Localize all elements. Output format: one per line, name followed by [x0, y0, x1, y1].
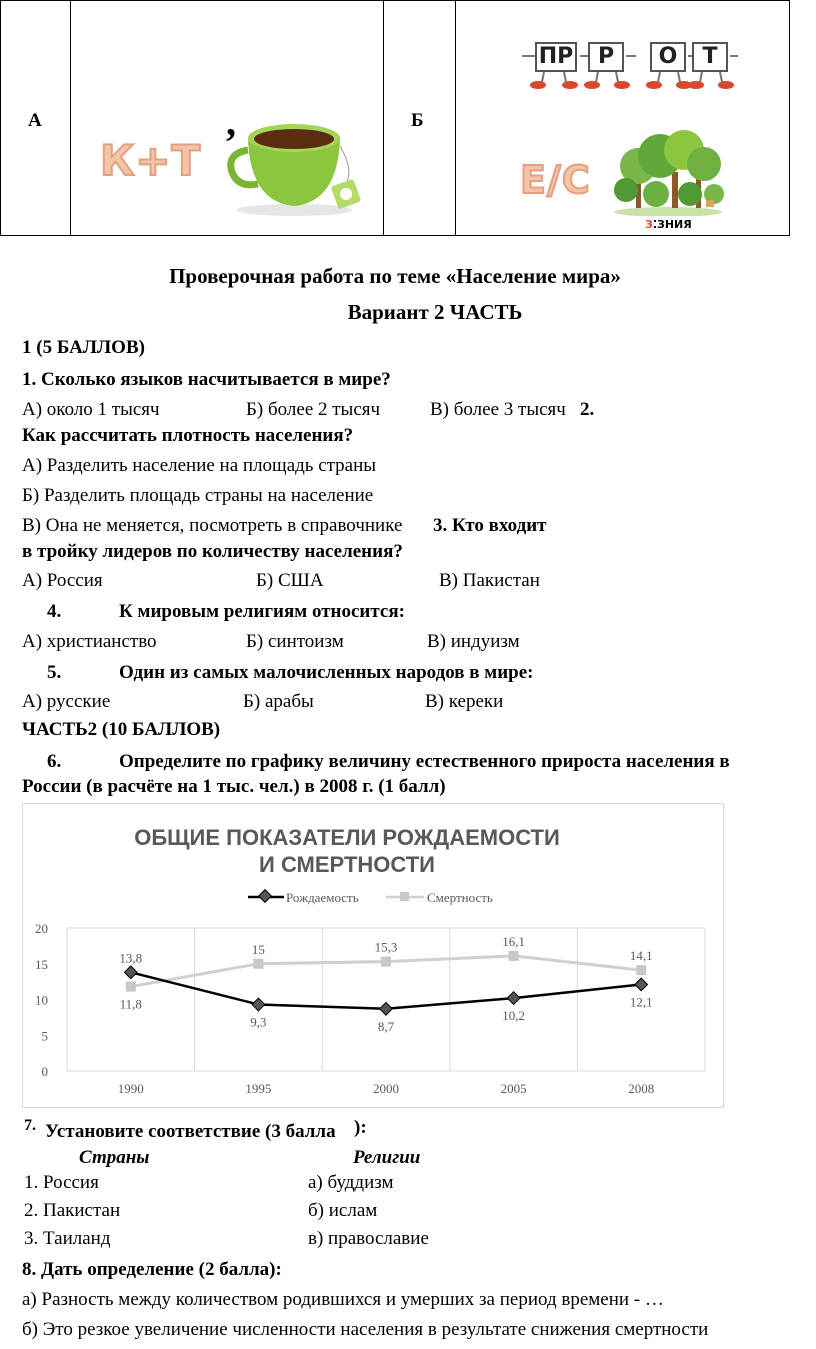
death-rate-point [253, 959, 263, 969]
q1-question: 1. Сколько языков насчитывается в мире? [22, 369, 391, 390]
q4-question: К мировым религиям относится: [119, 601, 405, 622]
q7-number: 7. [24, 1117, 36, 1134]
birth-rate-point [380, 1002, 393, 1015]
q7-left-2: 2. Пакистан [24, 1200, 121, 1221]
q2-question: Как рассчитать плотность населения? [22, 425, 354, 446]
part2-heading: ЧАСТЬ2 (10 БАЛЛОВ) [22, 719, 221, 740]
x-tick-label: 2000 [373, 1081, 399, 1096]
q7-col-countries: Страны [79, 1147, 150, 1168]
q6-line2: России (в расчёте на 1 тыс. чел.) в 2008 г. (1 балл) [22, 776, 446, 797]
q7-left-1: 1. Россия [24, 1172, 99, 1193]
variant-heading: Вариант 2 ЧАСТЬ [347, 300, 523, 324]
cell-a-label: А [28, 110, 42, 131]
birth-data-label: 13,8 [119, 950, 143, 966]
q1-option-b: Б) более 2 тысяч [246, 399, 381, 420]
tea-cup-icon [222, 110, 372, 220]
q1-option-c: В) более 3 тысяч [430, 399, 566, 420]
legend-death: Смертность [427, 890, 493, 905]
death-data-label: 15,3 [374, 939, 398, 955]
birth-rate-point [635, 978, 648, 991]
page-title: Проверочная работа по теме «Население мира» [169, 264, 621, 288]
q4-option-c: В) индуизм [427, 631, 520, 652]
q5-option-b: Б) арабы [243, 691, 314, 712]
cell-b-label: Б [411, 110, 424, 131]
q3-option-c: В) Пакистан [439, 570, 540, 591]
birth-rate-point [252, 998, 265, 1011]
rebus-b-caption: ЗНИЯ [657, 218, 692, 231]
x-tick-label: 2005 [500, 1081, 527, 1096]
q8-question: 8. Дать определение (2 балла): [22, 1259, 282, 1280]
chart-title-line2: И СМЕРТНОСТИ [259, 852, 435, 877]
q4-option-a: А) христианство [22, 631, 157, 652]
rebus-a-comma: , [226, 99, 236, 144]
rebus-card: О [650, 42, 686, 72]
x-tick-label: 2008 [628, 1081, 655, 1096]
birth-data-label: 12,1 [629, 994, 653, 1010]
y-tick-label: 5 [41, 1028, 48, 1044]
q5-option-a: А) русские [22, 691, 111, 712]
y-tick-label: 15 [35, 956, 48, 972]
legend-birth: Рождаемость [286, 890, 359, 905]
q7-left-3: 3. Таиланд [24, 1228, 111, 1249]
q2-option-b: Б) Разделить площадь страны на население [22, 485, 374, 506]
q4-number: 4. [47, 601, 62, 622]
death-rate-point [381, 957, 391, 967]
q8-option-a: а) Разность между количеством родившихся и умерших за период времени - … [22, 1289, 664, 1310]
q5-question: Один из самых малочисленных народов в мире: [119, 662, 534, 683]
y-tick-label: 10 [35, 992, 48, 1008]
birth-rate-point [507, 992, 520, 1005]
table-divider [383, 0, 384, 236]
part1-heading: 1 (5 БАЛЛОВ) [22, 337, 145, 358]
q4-option-b: Б) синтоизм [246, 631, 344, 652]
q7-right-2: б) ислам [308, 1200, 378, 1221]
death-data-label: 14,1 [629, 948, 653, 964]
q3-option-a: А) Россия [22, 570, 103, 591]
rebus-a-text: К+Т [100, 136, 202, 185]
birth-death-chart [22, 803, 724, 1108]
q2-option-a: А) Разделить население на площадь страны [22, 455, 377, 476]
birth-data-label: 9,3 [250, 1014, 267, 1030]
table-divider [455, 0, 456, 236]
birth-data-label: 8,7 [377, 1018, 395, 1034]
y-axis-ticks [35, 921, 48, 1079]
death-rate-point [126, 982, 136, 992]
rebus-b-text: Е/С [520, 158, 591, 202]
q8-option-b: б) Это резкое увеличение численности населения в результате снижения смертности [22, 1319, 709, 1340]
q3-option-b: Б) США [256, 570, 324, 591]
q5-option-c: В) кереки [425, 691, 504, 712]
birth-rate-point [124, 966, 137, 979]
y-tick-label: 20 [35, 921, 48, 936]
death-data-label: 11,8 [119, 996, 142, 1012]
x-tick-label: 1990 [117, 1081, 144, 1096]
death-data-label: 15 [251, 941, 265, 957]
forest-icon [612, 128, 724, 216]
caption-prefix: З [645, 218, 653, 231]
q6-number: 6. [47, 751, 62, 772]
q7-question: Установите соответствие (3 балла [45, 1121, 336, 1142]
chart-series [119, 934, 652, 1034]
q6-line1: Определите по графику величину естественного прироста населения в [119, 751, 730, 772]
q1-option-a: А) около 1 тысяч [22, 399, 160, 420]
chart-legend [248, 890, 493, 905]
death-rate-point [636, 965, 646, 975]
q5-number: 5. [47, 662, 62, 683]
birth-data-label: 10,2 [502, 1008, 525, 1024]
x-tick-label: 1995 [245, 1081, 272, 1096]
q3-question: в тройку лидеров по количеству населения? [22, 541, 403, 562]
rebus-card: Т [692, 42, 728, 72]
rebus-card: ПР [535, 42, 577, 72]
q3-number: 3. Кто входит [433, 515, 547, 536]
q7-right-3: в) православие [308, 1228, 429, 1249]
chart-title-line1: ОБЩИЕ ПОКАЗАТЕЛИ РОЖДАЕМОСТИ [134, 825, 560, 850]
x-axis-ticks [118, 1081, 654, 1096]
q2-option-c: В) Она не меняется, посмотреть в справочнике [22, 515, 403, 536]
caption-text: ⁚ [652, 218, 658, 231]
legend-diamond-marker [259, 890, 272, 903]
q7-col-religions: Религии [353, 1147, 421, 1168]
q7-close: ): [354, 1117, 367, 1138]
rebus-card: Р [588, 42, 624, 72]
legend-square-marker [400, 892, 409, 901]
y-tick-label: 0 [41, 1064, 48, 1079]
q7-right-1: а) буддизм [308, 1172, 394, 1193]
card-people-icon [522, 44, 740, 90]
table-divider [70, 0, 71, 236]
death-rate-point [509, 951, 519, 961]
q2-number: 2. [580, 399, 595, 420]
death-data-label: 16,1 [502, 933, 525, 949]
